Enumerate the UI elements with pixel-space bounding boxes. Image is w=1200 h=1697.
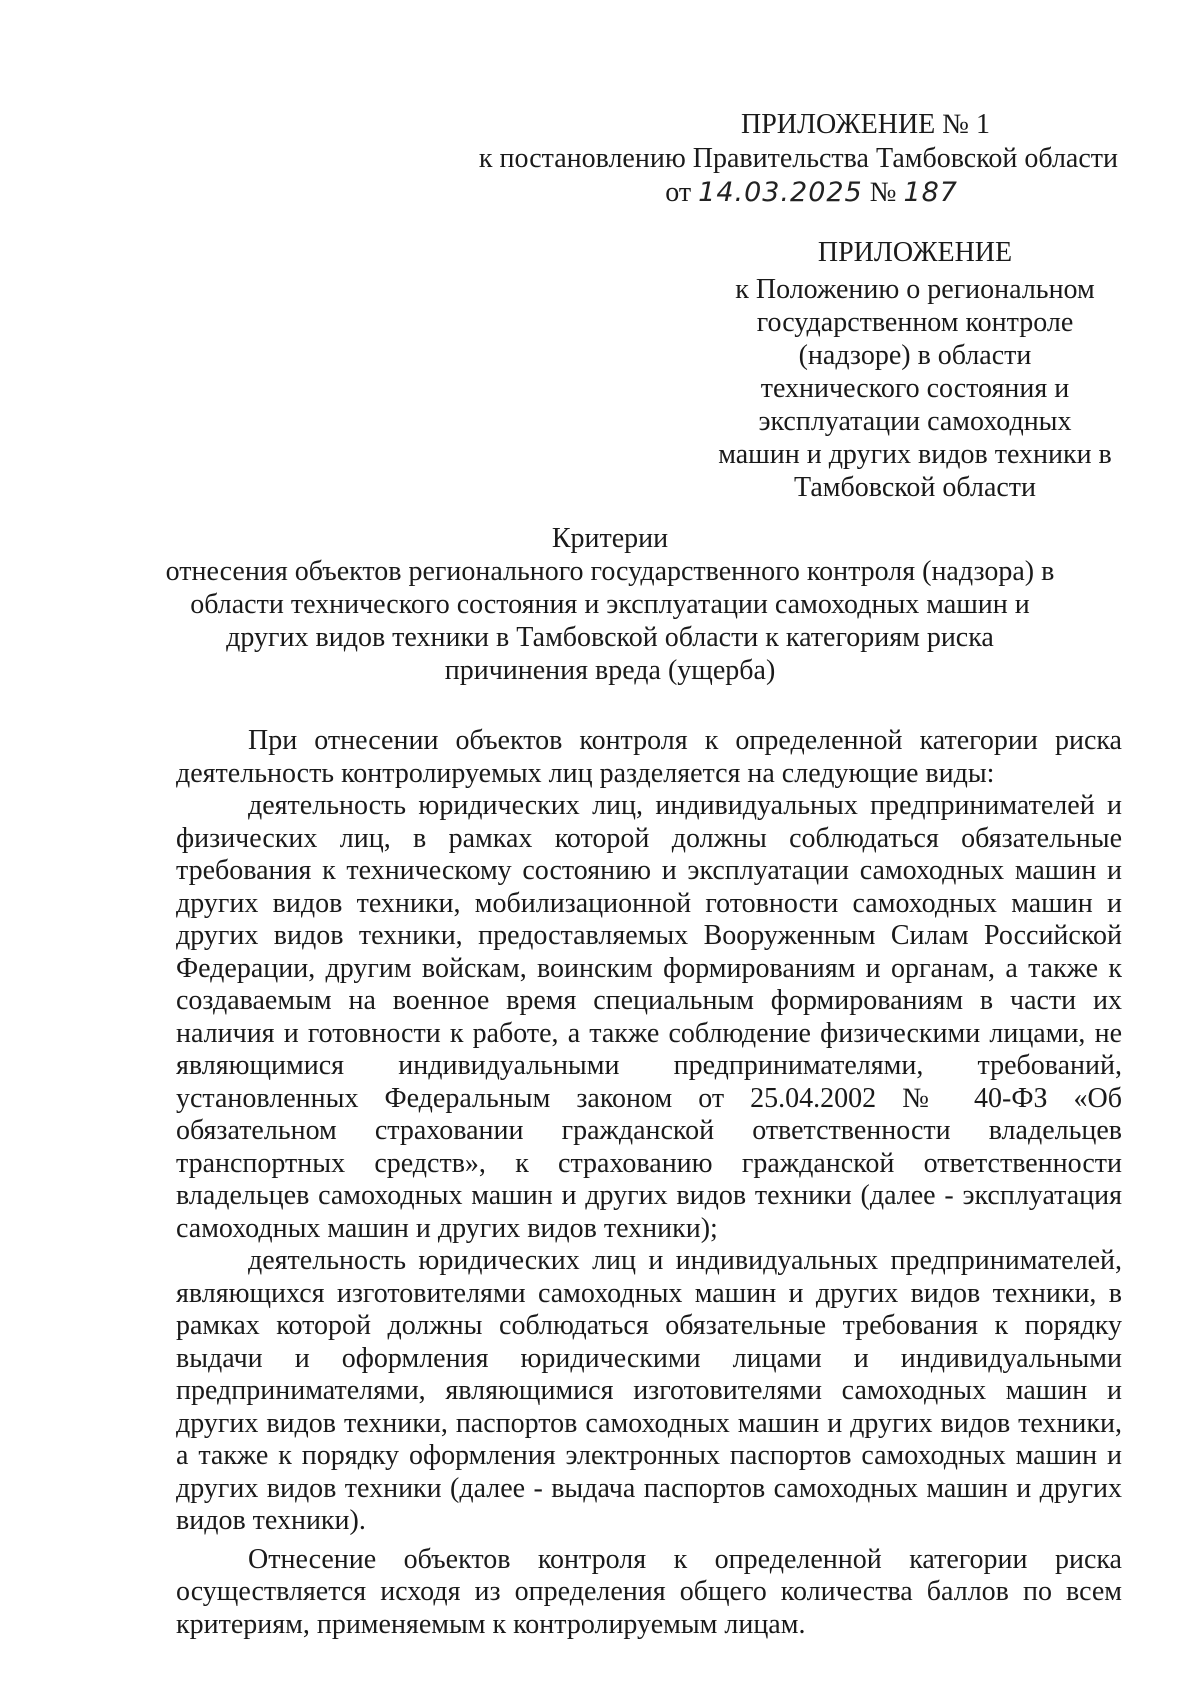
appendix-line: машин и других видов техники в <box>718 439 1112 470</box>
criteria-line: причинения вреда (ущерба) <box>444 655 776 686</box>
appendix-line: технического состояния и <box>760 373 1070 404</box>
document-header <box>418 108 1118 210</box>
criteria-line: других видов техники в Тамбовской области к категориям риска <box>226 622 994 653</box>
appendix-line: эксплуатации самоходных <box>758 406 1072 437</box>
appendix-line: государственном контроле <box>756 307 1074 338</box>
date-prefix: от <box>665 177 692 208</box>
appendix-number: ПРИЛОЖЕНИЕ № 1 <box>741 109 990 140</box>
number-prefix: № <box>869 177 897 208</box>
criteria-title: Критерии <box>551 523 669 554</box>
document-body <box>176 725 1122 1641</box>
handwritten-number: 187 <box>903 177 958 208</box>
resolution-reference: к постановлению Правительства Тамбовской области <box>478 143 1118 174</box>
appendix-block <box>700 236 1130 504</box>
appendix-line: к Положению о региональном <box>735 274 1095 305</box>
body-paragraph: деятельность юридических лиц и индивидуальных предпринимателей, являющихся изготовителями самоходных машин и других видов техники, в рамках которой должны соблюдаться обязательные требования к порядку выдачи и оформления юридическими лицами и индивидуальными предпринимателями, являющимися изготовителями самоходных машин и других видов техники, паспортов самоходных машин и других видов техники, а также к порядку оформления электронных паспортов самоходных машин и других видов техники (далее - выдача паспортов самоходных машин и других видов техники). <box>176 1245 1122 1536</box>
resolution-date-line <box>418 176 1118 210</box>
appendix-line: Тамбовской области <box>793 472 1037 503</box>
appendix-title: ПРИЛОЖЕНИЕ <box>817 237 1013 268</box>
criteria-line: области технического состояния и эксплуатации самоходных машин и <box>190 589 1030 620</box>
body-paragraph: деятельность юридических лиц, индивидуальных предпринимателей и физических лиц, в рамках которой должны соблюдаться обязательные требования к техническому состоянию и эксплуатации самоходных машин и других видов техники, мобилизационной готовности самоходных машин и других видов техники, предоставляемых Вооруженным Силам Российской Федерации, другим войскам, воинским формированиям и органам, а также к создаваемым на военное время специальным формированиям в части их наличия и готовности к работе, а также соблюдение физическими лицами, не являющимися индивидуальными предпринимателями, требований, установленных Федеральным законом от 25.04.2002 № 40-ФЗ «Об обязательном страховании гражданской ответственности владельцев транспортных средств», к страхованию гражданской ответственности владельцев самоходных машин и других видов техники (далее - эксплуатация самоходных машин и других видов техники); <box>176 790 1122 1244</box>
body-paragraph: При отнесении объектов контроля к определенной категории риска деятельность контролируемых лиц разделяется на следующие виды: <box>176 725 1122 789</box>
criteria-heading <box>160 522 1060 687</box>
appendix-line: (надзоре) в области <box>798 340 1032 371</box>
body-paragraph: Отнесение объектов контроля к определенной категории риска осуществляется исходя из определения общего количества баллов по всем критериям, применяемым к контролируемым лицам. <box>176 1543 1122 1640</box>
criteria-line: отнесения объектов регионального государственного контроля (надзора) в <box>165 556 1055 587</box>
handwritten-date: 14.03.2025 <box>698 177 863 208</box>
